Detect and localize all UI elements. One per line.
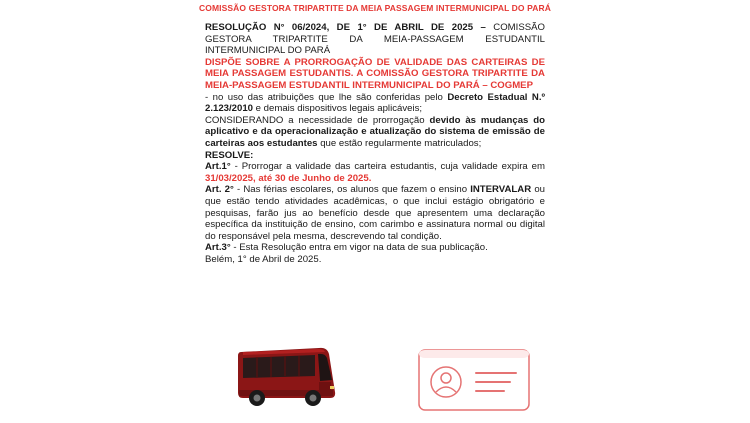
decree-reference: Decreto Estadual N.º 2.123/2010 bbox=[205, 91, 546, 115]
art1-text: - Prorrogar a validade das carteira estudantis, cuja validade expira em bbox=[230, 161, 545, 173]
resolution-number: RESOLUÇÃO N° 06/2024, DE 1° DE ABRIL DE 2025 – bbox=[205, 22, 486, 33]
p1-text-end: e demais dispositivos legais aplicáveis; bbox=[253, 103, 423, 115]
paragraph-considering bbox=[205, 115, 545, 150]
resolution-subject: DISPÕE SOBRE A PRORROGAÇÃO DE VALIDADE DAS CARTEIRAS DE MEIA PASSAGEM ESTUDANTIS. A COMISSÃO GESTORA TRIPARTITE DA MEIA-PASSAGEM ESTUDANTIL INTERMUNICIPAL DO PARÁ – COGMEP bbox=[205, 56, 545, 91]
paragraph-attributions bbox=[205, 92, 545, 115]
art2-label: Art. 2° bbox=[205, 184, 234, 196]
id-card-icon bbox=[418, 349, 530, 411]
resolution-title bbox=[205, 22, 545, 57]
resolution-title-rest: COMISSÃO GESTORA TRIPARTITE DA MEIA-PASSAGEM ESTUDANTIL INTERMUNICIPAL DO PARÁ bbox=[205, 22, 545, 57]
p2-reason: devido às mudanças do aplicativo e da operacionalização e atualização do sistema de emissão de carteiras aos estudantes bbox=[205, 114, 546, 149]
art1-label: Art.1° bbox=[205, 161, 231, 173]
article-3 bbox=[205, 242, 545, 254]
resolution-document bbox=[205, 22, 545, 265]
page-header: COMISSÃO GESTORA TRIPARTITE DA MEIA PASSAGEM INTERMUNICIPAL DO PARÁ bbox=[199, 3, 551, 13]
article-2 bbox=[205, 184, 545, 242]
art2-text: - Nas férias escolares, os alunos que fazem o ensino bbox=[233, 184, 471, 196]
p2-text: CONSIDERANDO a necessidade de prorrogação bbox=[205, 114, 430, 126]
art2-intervalar: INTERVALAR bbox=[470, 184, 532, 196]
resolve-heading: RESOLVE: bbox=[205, 149, 254, 161]
art2-text-end: ou que estão tendo atividades acadêmicas, o que inclui estágio obrigatório e pesquisas, farão jus ao benefício desde que apresentem uma declaração específica da instituição de ensino, com carimbo e assinatura normal ou digital do responsável pela mesma, descrevendo tal condição. bbox=[205, 184, 545, 242]
art3-text: - Esta Resolução entra em vigor na data de sua publicação. bbox=[230, 242, 488, 254]
article-1 bbox=[205, 161, 545, 184]
bus-icon bbox=[233, 340, 345, 410]
p1-text: - no uso das atribuições que lhe são conferidas pelo bbox=[205, 91, 448, 103]
art3-label: Art.3° bbox=[205, 242, 231, 254]
p2-text-end: que estão regularmente matriculados; bbox=[317, 137, 482, 149]
place-date: Belém, 1° de Abril de 2025. bbox=[205, 253, 322, 265]
art1-dates: 31/03/2025, até 30 de Junho de 2025. bbox=[205, 172, 372, 184]
